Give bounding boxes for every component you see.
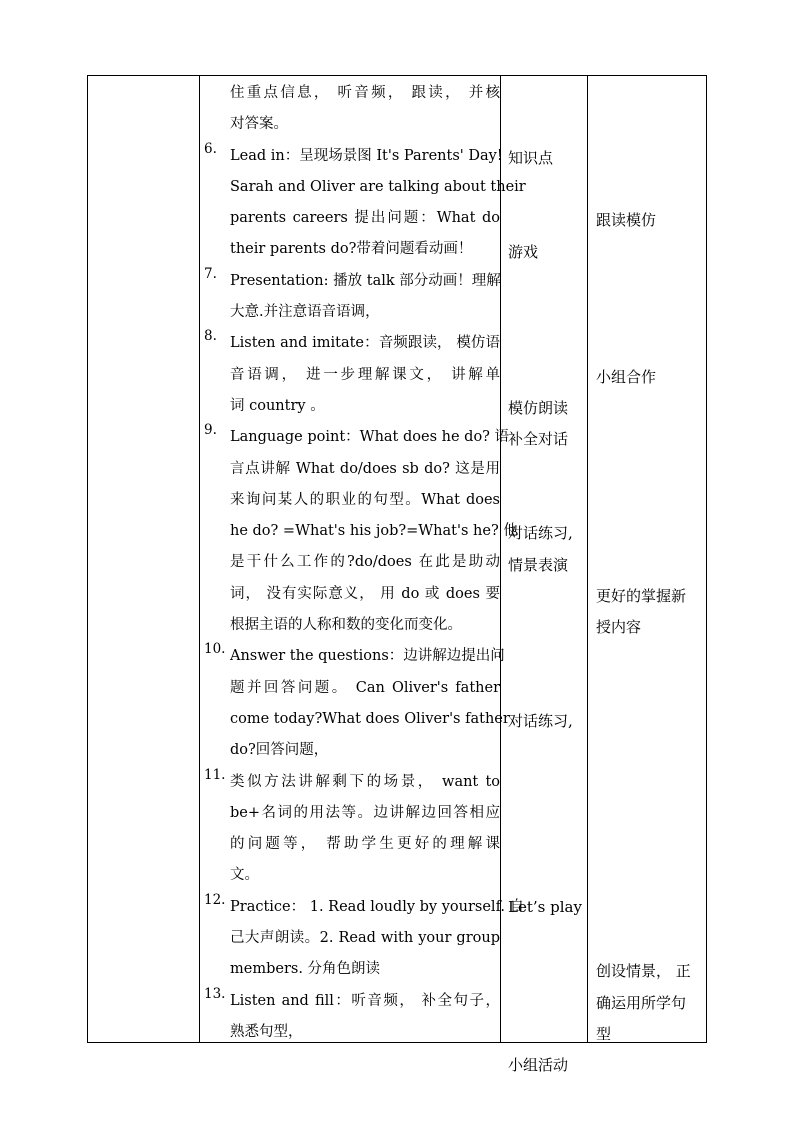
step-text-line: he do? =What's his job?=What's he? 他 (230, 523, 518, 540)
activity-text: 小组活动 (508, 1056, 569, 1075)
step-text-line: parents careers 提出问题：What do (230, 210, 500, 227)
step-number: 6. (204, 140, 217, 157)
step-text-line: 己大声朗读。2. Read with your group (230, 930, 500, 947)
step-text-line: 类似方法讲解剩下的场景， want to (230, 773, 500, 790)
step-text-line: Presentation: 播放 talk 部分动画！理解 (230, 272, 501, 289)
step-text-line: 对答案。 (230, 116, 288, 133)
step-text-line: come today?What does Oliver's father (230, 710, 510, 727)
activity-text: 知识点 (508, 148, 554, 167)
purpose-text: 跟读模仿 (596, 211, 657, 230)
step-number: 9. (204, 422, 217, 439)
step-text-line: 题并回答问题。 Can Oliver's father (230, 679, 500, 696)
lesson-plan-table (87, 75, 707, 1075)
step-text-line: 是干什么工作的?do/does 在此是助动 (230, 554, 500, 571)
step-text-line: do?回答问题， (230, 742, 329, 759)
step-text-line: Lead in：呈现场景图 It's Parents' Day! (230, 147, 503, 164)
step-item (200, 641, 510, 766)
step-text-line: Answer the questions：边讲解边提出问 (230, 648, 505, 665)
step-item (200, 266, 500, 329)
step-number: 8. (204, 328, 217, 345)
activity-text: 补全对话 (508, 430, 569, 449)
purpose-text: 更好的掌握新 (596, 586, 687, 605)
step-text-line: 词， 没有实际意义， 用 do 或 does 要 (230, 585, 500, 602)
column-divider (587, 76, 588, 1042)
step-number: 11. (204, 766, 226, 783)
step-text-line: 来询问某人的职业的句型。What does (230, 491, 500, 508)
step-text-line: members. 分角色朗读 (230, 961, 381, 978)
step-item (200, 78, 500, 141)
step-text-line: be+名词的用法等。边讲解边回答相应 (230, 804, 500, 821)
purpose-text: 型 (596, 1025, 612, 1043)
step-number: 13. (204, 985, 226, 1002)
activity-text: 游戏 (508, 242, 539, 261)
step-text-line: 大意.并注意语音语调， (230, 304, 380, 321)
activity-text: 模仿朗读 (508, 399, 569, 417)
purpose-text: 小组合作 (596, 367, 657, 386)
step-text-line: 文。 (230, 867, 259, 884)
step-text-line: Language point：What does he do? 语 (230, 429, 510, 446)
purpose-text: 授内容 (596, 618, 642, 637)
step-text-line: 词 country 。 (230, 397, 325, 414)
step-text-line: Listen and fill：听音频， 补全句子， (230, 992, 500, 1009)
step-text-line: 住重点信息， 听音频， 跟读， 并核 (230, 85, 500, 101)
step-item (200, 422, 518, 641)
column-divider (500, 76, 501, 1042)
step-text-line: 熟悉句型， (230, 1023, 303, 1040)
step-text-line: their parents do?带着问题看动画！ (230, 241, 473, 258)
activity-text: 情景表演 (508, 555, 569, 574)
step-text-line: Listen and imitate：音频跟读， 模仿语 (230, 335, 500, 352)
purpose-text: 创设情景， 正 (596, 962, 691, 981)
step-text-line: 的问题等， 帮助学生更好的理解课 (230, 836, 500, 853)
activity-text: 对话练习, (508, 712, 573, 730)
step-number: 7. (204, 265, 217, 282)
step-text-line: Practice： 1. Read loudly by yourself. 自 (230, 898, 525, 915)
step-text-line: 音语调， 进一步理解课文， 讲解单 (230, 366, 500, 383)
activity-text: 对话练习, (508, 524, 573, 543)
step-text-line: 根据主语的人称和数的变化而变化。 (230, 617, 462, 634)
activity-text: Let’s play (508, 897, 582, 916)
step-item (200, 328, 500, 422)
step-item (200, 986, 500, 1049)
step-text-line: 言点讲解 What do/does sb do? 这是用 (230, 460, 500, 477)
step-text-line: Sarah and Oliver are talking about their (230, 178, 526, 195)
purpose-text: 确运用所学句 (596, 993, 687, 1012)
step-item (200, 891, 525, 986)
step-number: 10. (204, 641, 226, 658)
step-number: 12. (204, 891, 226, 908)
step-item (200, 767, 500, 892)
